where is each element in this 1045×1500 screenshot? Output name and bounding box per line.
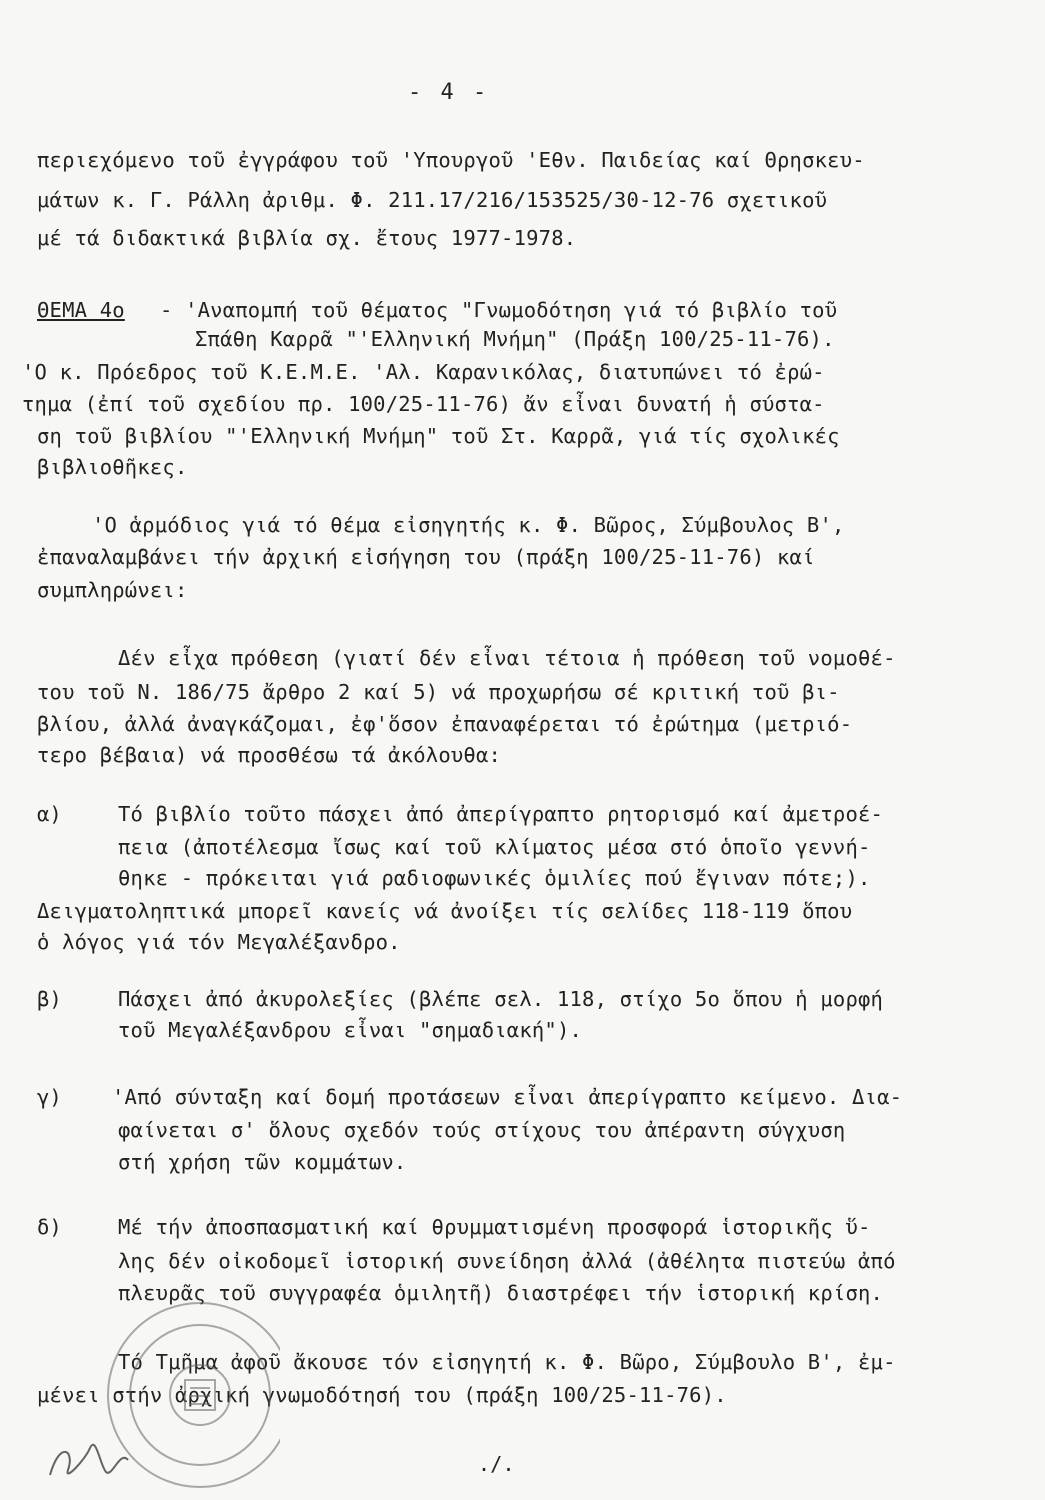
rapporteur-line-3: συμπληρώνει: (37, 578, 188, 602)
point-d-line-1: Μέ τήν ἀποσπασματική καί θρυμματισμένη προσφορά ἱστορικῆς ὕ- (118, 1215, 871, 1239)
point-label-c: γ) (37, 1085, 62, 1109)
statement-line-4: τερο βέβαια) νά προσθέσω τά ἀκόλουθα: (37, 743, 502, 767)
question-line-3: ση τοῦ βιβλίου "'Ελληνική Μνήμη" τοῦ Στ. Καρρᾶ, γιά τίς σχολικές (37, 424, 840, 448)
point-a-line-5: ὁ λόγος γιά τόν Μεγαλέξανδρο. (37, 930, 401, 954)
point-a-line-1: Τό βιβλίο τοῦτο πάσχει ἀπό ἀπερίγραπτο ρητορισμό καί ἀμετροέ- (118, 802, 884, 826)
rapporteur-line-2: ἐπαναλαμβάνει τήν ἀρχική εἰσήγηση του (πράξη 100/25-11-76) καί (37, 545, 815, 569)
point-a-line-4: Δειγματοληπτικά μπορεῖ κανείς νά ἀνοίξει τίς σελίδες 118-119 ὅπου (37, 899, 853, 923)
point-b-line-1: Πάσχει ἀπό ἀκυρολεξίες (βλέπε σελ. 118, στίχο 5ο ὅπου ἡ μορφή (118, 987, 884, 1011)
point-label-d: δ) (37, 1215, 62, 1239)
question-line-1: 'Ο κ. Πρόεδρος τοῦ Κ.Ε.Μ.Ε. 'Αλ. Καρανικόλας, διατυπώνει τό ἐρώ- (22, 360, 825, 384)
theme-label: ΘΕΜΑ 4ο (37, 298, 125, 322)
intro-line-3: μέ τά διδακτικά βιβλία σχ. ἔτους 1977-1978. (37, 226, 577, 250)
question-line-4: βιβλιοθῆκες. (37, 455, 188, 479)
decision-line-2: μένει στήν ἀρχική γνωμοδότησή του (πράξη 100/25-11-76). (37, 1383, 727, 1407)
intro-line-1: περιεχόμενο τοῦ ἐγγράφου τοῦ 'Υπουργοῦ 'Εθν. Παιδείας καί Θρησκευ- (37, 148, 865, 172)
point-c-line-2: φαίνεται σ' ὅλους σχεδόν τούς στίχους του ἀπέραντη σύγχυση (118, 1118, 846, 1142)
official-stamp (30, 1300, 280, 1500)
decision-line-1: Τό Τμῆμα ἀφοῦ ἄκουσε τόν εἰσηγητή κ. Φ. Βῶρο, Σύμβουλο Β', ἐμ- (118, 1350, 896, 1374)
point-c-line-1: 'Από σύνταξη καί δομή προτάσεων εἶναι ἀπερίγραπτο κείμενο. Δια- (112, 1085, 903, 1109)
point-a-line-2: πεια (ἀποτέλεσμα ἴσως καί τοῦ κλίματος μέσα στό ὁποῖο γεννή- (118, 835, 871, 859)
statement-line-3: βλίου, ἀλλά ἀναγκάζομαι, ἐφ'ὅσον ἐπαναφέρεται τό ἐρώτημα (μετριό- (37, 712, 853, 736)
question-line-2: τημα (ἐπί τοῦ σχεδίου πρ. 100/25-11-76) ἄν εἶναι δυνατή ἡ σύστα- (22, 392, 825, 416)
theme-title-line-1: - 'Αναπομπή τοῦ θέματος "Γνωμοδότηση γιά τό βιβλίο τοῦ (160, 298, 838, 322)
point-c-line-3: στή χρήση τῶν κομμάτων. (118, 1150, 407, 1174)
page-number: - 4 - (408, 80, 490, 105)
statement-line-2: του τοῦ Ν. 186/75 ἄρθρο 2 καί 5) νά προχωρήσω σέ κριτική τοῦ βι- (37, 680, 840, 704)
point-b-line-2: τοῦ Μεγαλέξανδρου εἶναι "σημαδιακή"). (118, 1018, 583, 1042)
point-label-a: α) (37, 802, 62, 826)
theme-title-line-2: Σπάθη Καρρᾶ "'Ελληνική Μνήμη" (Πράξη 100/25-11-76). (195, 327, 835, 351)
point-d-line-2: λης δέν οἰκοδομεῖ ἱστορική συνείδηση ἀλλά (ἀθέλητα πιστεύω ἀπό (118, 1249, 896, 1273)
signature (50, 1445, 128, 1475)
intro-line-2: μάτων κ. Γ. Ράλλη ἀριθμ. Φ. 211.17/216/153525/30-12-76 σχετικοῦ (37, 188, 828, 212)
rapporteur-line-1: 'Ο ἁρμόδιος γιά τό θέμα εἰσηγητής κ. Φ. Βῶρος, Σύμβουλος Β', (92, 513, 845, 537)
point-a-line-3: θηκε - πρόκειται γιά ραδιοφωνικές ὁμιλίες πού ἔγιναν πότε;). (118, 866, 871, 890)
statement-line-1: Δέν εἶχα πρόθεση (γιατί δέν εἶναι τέτοια ἡ πρόθεση τοῦ νομοθέ- (118, 646, 896, 670)
point-d-line-3: πλευρᾶς τοῦ συγγραφέα ὁμιλητῆ) διαστρέφει τήν ἱστορική κρίση. (118, 1281, 884, 1305)
point-label-b: β) (37, 987, 62, 1011)
continuation-mark: ./. (478, 1452, 515, 1476)
